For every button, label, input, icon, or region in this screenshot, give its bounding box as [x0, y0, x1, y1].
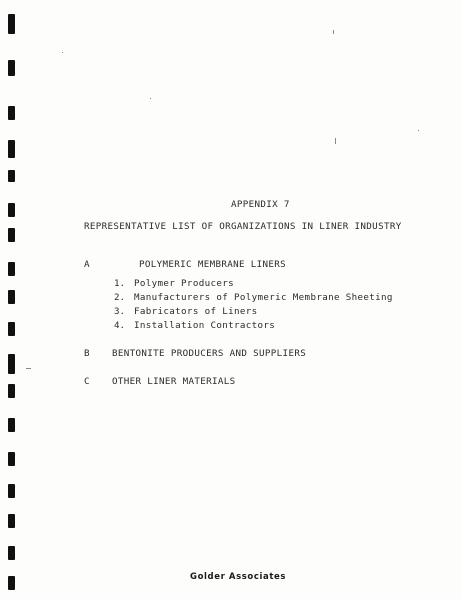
section-letter: C: [84, 376, 90, 387]
binder-hole-mark: [8, 576, 15, 590]
scan-speck: [62, 52, 63, 53]
document-subtitle: REPRESENTATIVE LIST OF ORGANIZATIONS IN LINER INDUSTRY: [84, 221, 402, 232]
binder-hole-mark: [8, 514, 15, 528]
binder-hole-mark: [8, 418, 15, 432]
binder-hole-mark: [8, 14, 15, 34]
binder-hole-mark: [8, 484, 15, 498]
section-heading: OTHER LINER MATERIALS: [112, 376, 236, 387]
list-item-number: 1.: [114, 278, 126, 289]
binder-hole-mark: [8, 60, 15, 76]
scan-speck: [418, 130, 419, 131]
binder-hole-mark: [8, 140, 15, 158]
appendix-title: APPENDIX 7: [231, 199, 290, 210]
binder-hole-mark: [8, 203, 15, 217]
binder-hole-mark: [8, 170, 15, 182]
list-item: Polymer Producers: [134, 278, 234, 289]
binder-hole-mark: [8, 354, 15, 374]
binder-hole-mark: [8, 452, 15, 466]
list-item-number: 3.: [114, 306, 126, 317]
section-heading: BENTONITE PRODUCERS AND SUPPLIERS: [112, 348, 307, 359]
binder-margin: [0, 0, 24, 600]
list-item-number: 2.: [114, 292, 126, 303]
binder-hole-mark: [8, 290, 15, 304]
list-item: Fabricators of Liners: [134, 306, 258, 317]
scan-speck: [335, 138, 336, 144]
list-item-number: 4.: [114, 320, 126, 331]
binder-hole-mark: [8, 546, 15, 560]
scan-speck: [333, 30, 334, 34]
binder-hole-mark: [8, 384, 15, 398]
scan-speck: [150, 98, 151, 99]
list-item: Manufacturers of Polymeric Membrane Sheeting: [134, 292, 393, 303]
binder-hole-mark: [8, 228, 15, 242]
list-item: Installation Contractors: [134, 320, 276, 331]
section-heading: POLYMERIC MEMBRANE LINERS: [139, 259, 287, 270]
scan-speck: [26, 368, 31, 369]
binder-hole-mark: [8, 106, 15, 120]
binder-hole-mark: [8, 322, 15, 336]
binder-hole-mark: [8, 262, 15, 276]
section-letter: B: [84, 348, 90, 359]
company-footer: Golder Associates: [190, 572, 287, 582]
section-letter: A: [84, 259, 90, 270]
